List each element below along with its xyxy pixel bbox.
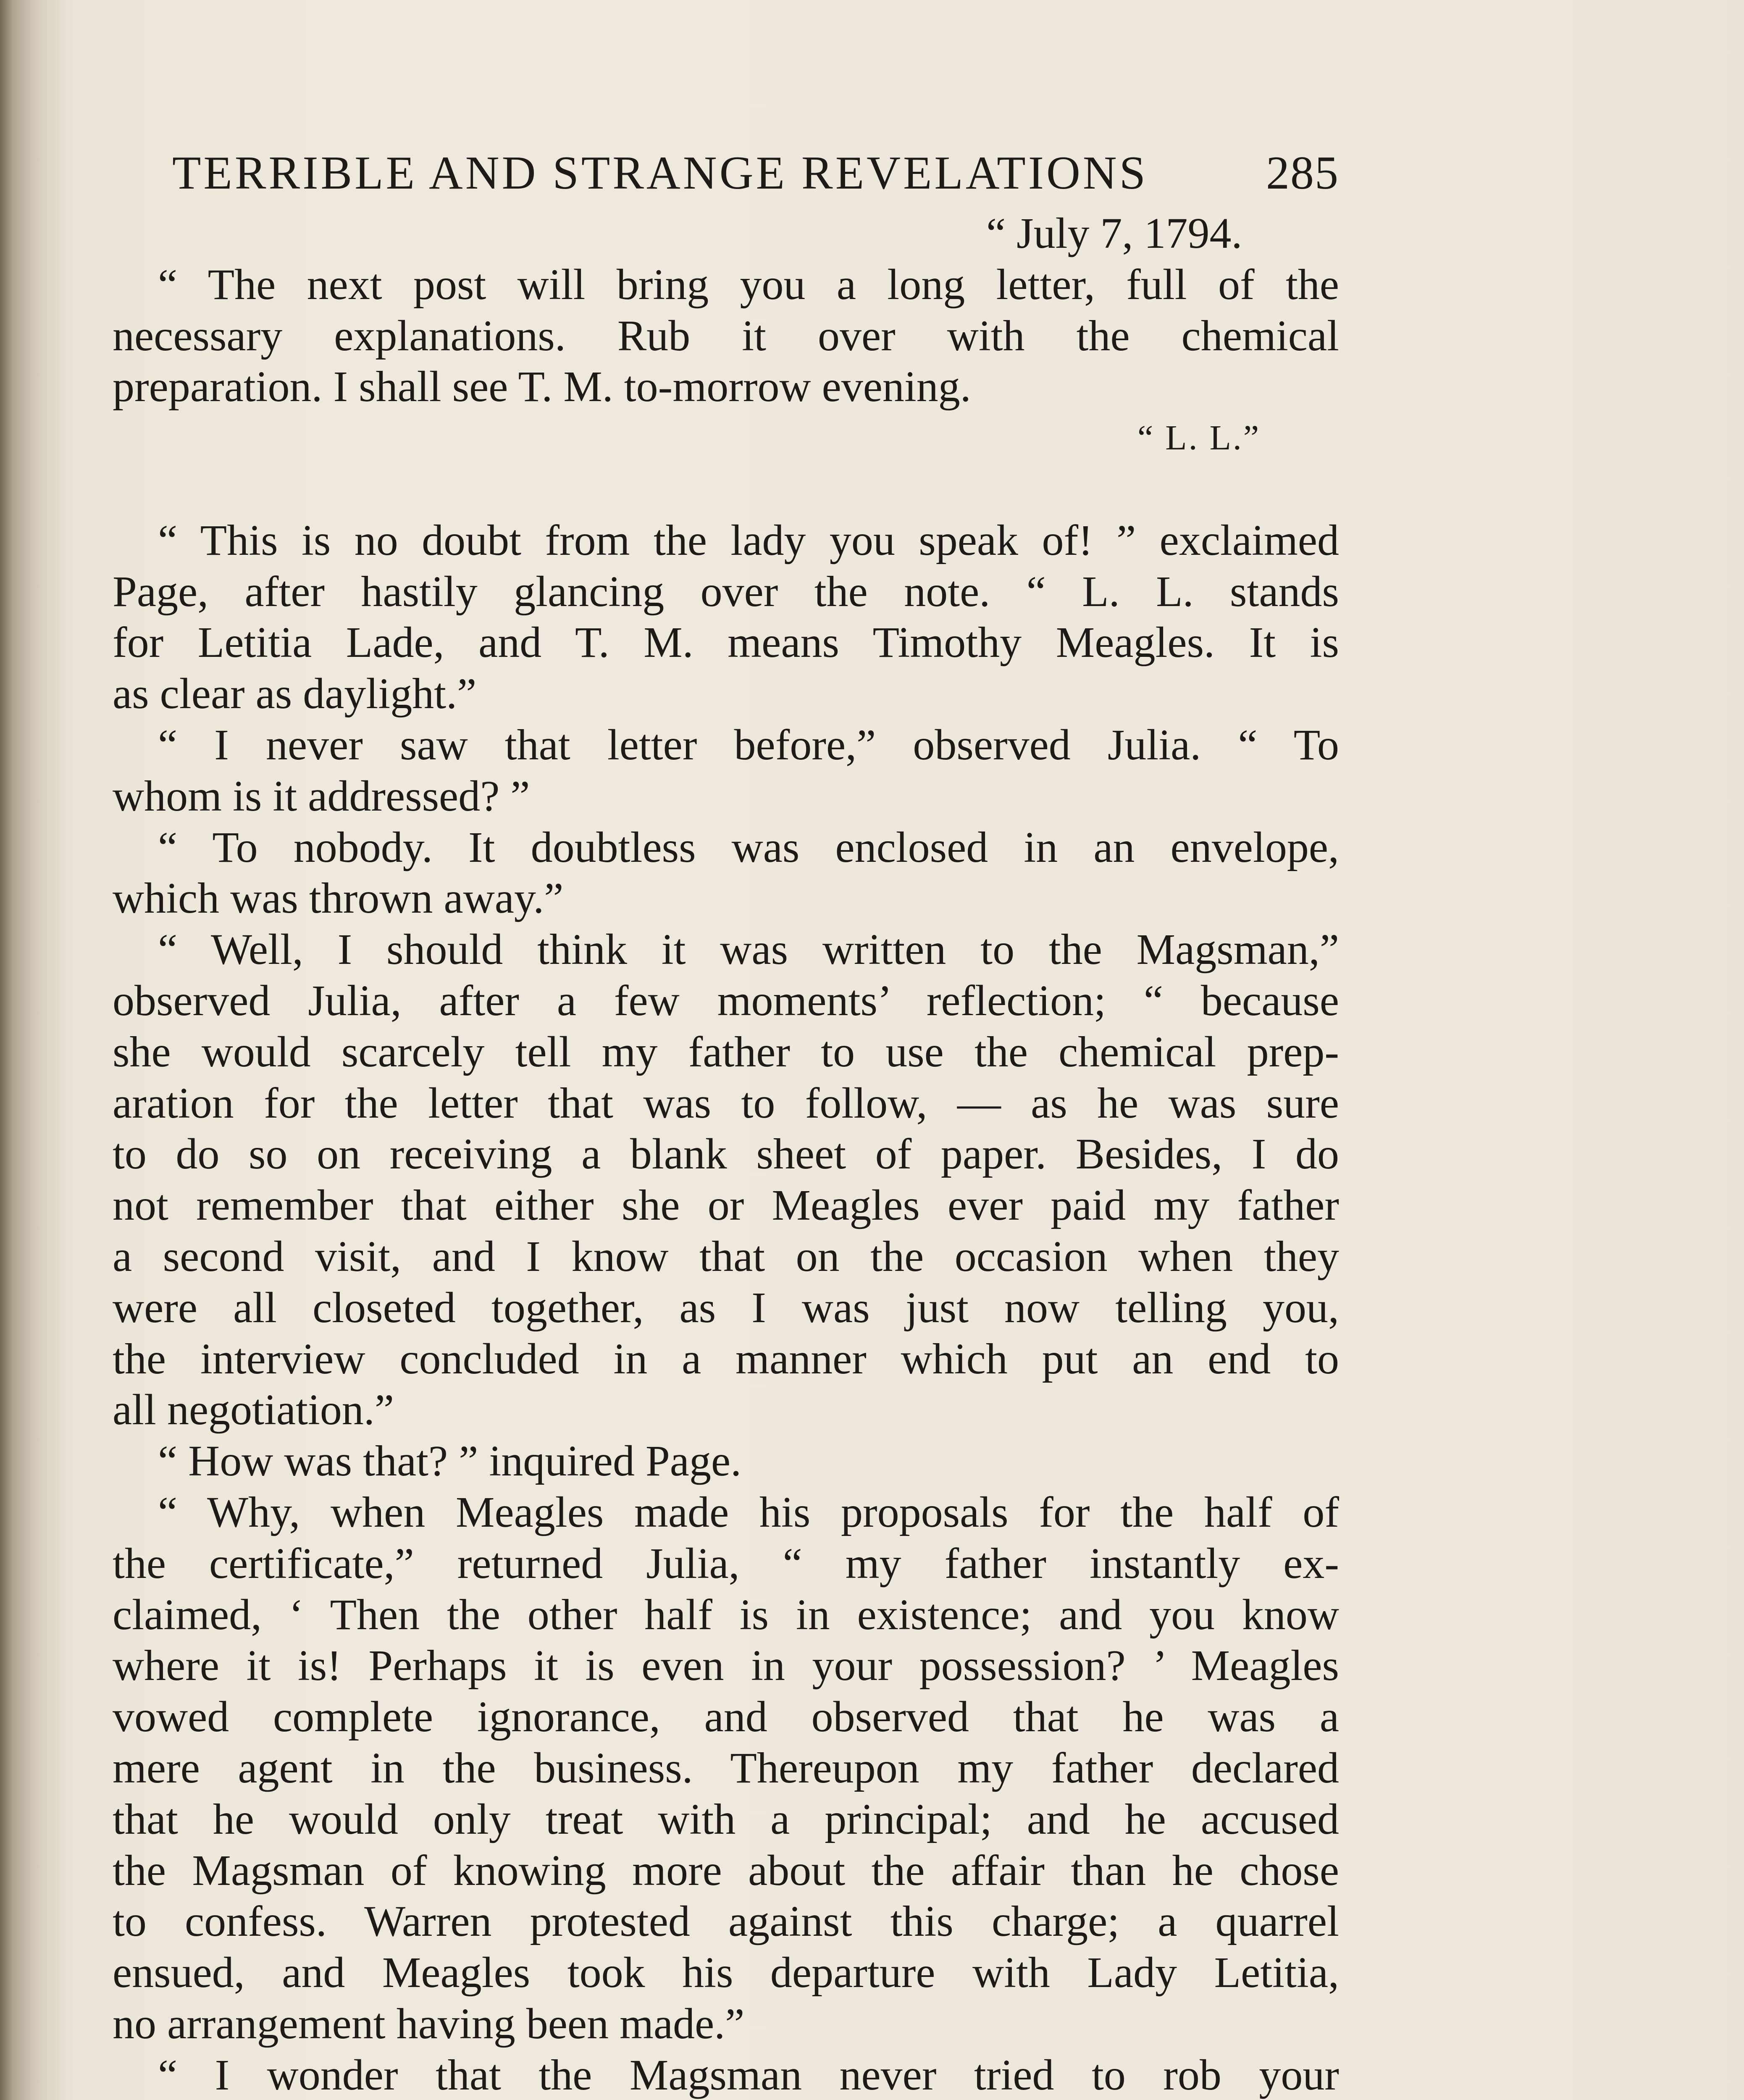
body-line: “ How was that? ” inquired Page. [158,1437,742,1486]
body-line: for Letitia Lade, and T. M. means Timothy Meagles. It is [113,618,1339,667]
body-line: she would scarcely tell my father to use the chemical prep- [113,1027,1339,1076]
body-line: claimed, ‘ Then the other half is in existence; and you know [113,1590,1339,1639]
body-line: that he would only treat with a principal; and he accused [113,1795,1339,1843]
body-line: the interview concluded in a manner which put an end to [113,1334,1339,1383]
letter-date: “ July 7, 1794. [986,209,1242,257]
body-line: no arrangement having been made.” [113,1999,745,2048]
running-head-title: TERRIBLE AND STRANGE REVELATIONS [172,147,1148,199]
page-number: 285 [1266,147,1339,199]
body-line: as clear as daylight.” [113,669,477,718]
body-line: “ To nobody. It doubtless was enclosed in an envelope, [158,823,1339,872]
body-line: not remember that either she or Meagles ever paid my father [113,1181,1339,1230]
body-line: were all closeted together, as I was just now telling you, [113,1283,1339,1332]
running-head [113,139,1339,208]
body-line: the certificate,” returned Julia, “ my father instantly ex- [113,1539,1339,1588]
body-line: to do so on receiving a blank sheet of paper. Besides, I do [113,1130,1339,1179]
body-line: aration for the letter that was to follow, — as he was sure [113,1079,1339,1127]
body-line: vowed complete ignorance, and observed that he was a [113,1693,1339,1741]
body-line: “ This is no doubt from the lady you speak of! ” exclaimed [158,516,1339,564]
letter-signature: “ L. L.” [1137,418,1261,458]
body-line: mere agent in the business. Thereupon my father declared [113,1743,1339,1792]
body-line: “ I wonder that the Magsman never tried to rob your [158,2050,1339,2099]
body-line: which was thrown away.” [113,874,564,923]
body-line: “ I never saw that letter before,” observed Julia. “ To [158,720,1339,769]
body-line: to confess. Warren protested against this charge; a quarrel [113,1897,1339,1946]
body-line: all negotiation.” [113,1386,394,1434]
body-line: Page, after hastily glancing over the note. “ L. L. stands [113,567,1339,616]
body-line: “ Well, I should think it was written to the Magsman,” [158,925,1339,974]
body-line: observed Julia, after a few moments’ reflection; “ because [113,976,1339,1025]
body-line: where it is! Perhaps it is even in your possession? ’ Meagles [113,1641,1339,1690]
body-line: a second visit, and I know that on the occasion when they [113,1232,1339,1281]
body-line: the Magsman of knowing more about the affair than he chose [113,1846,1339,1895]
page-gutter-shadow [0,0,67,2100]
text-block [113,139,1339,2100]
body-line: whom is it addressed? ” [113,772,530,820]
body-line: “ Why, when Meagles made his proposals for the half of [158,1488,1339,1536]
body-line: ensued, and Meagles took his departure with Lady Letitia, [113,1948,1339,1997]
letter-line: “ The next post will bring you a long letter, full of the [158,260,1339,309]
paragraph-gap [113,464,1339,515]
letter-line: necessary explanations. Rub it over with the chemical [113,311,1339,360]
letter-line: preparation. I shall see T. M. to-morrow evening. [113,362,971,411]
